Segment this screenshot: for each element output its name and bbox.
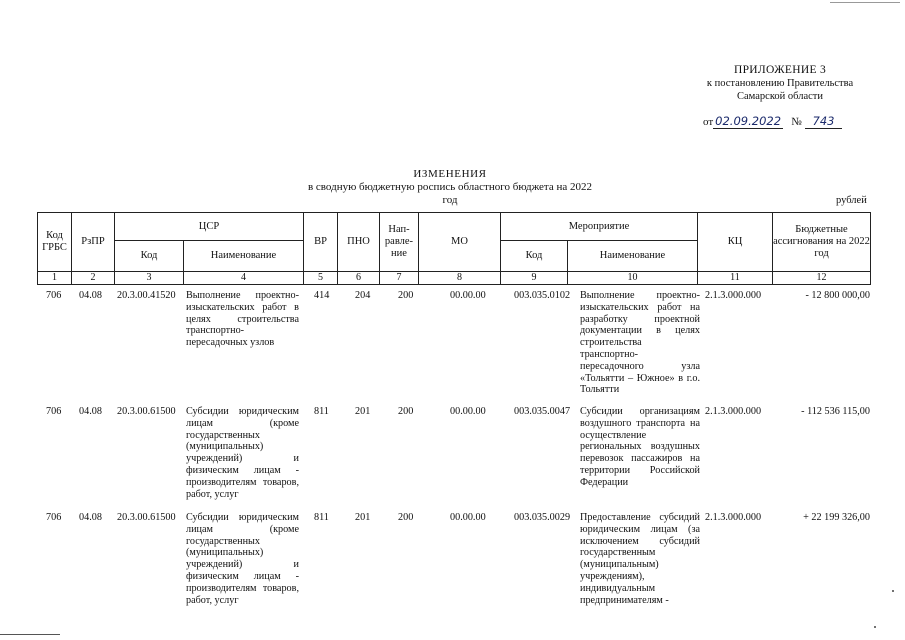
header-napravlenie: Нап-равле-ние xyxy=(380,213,419,272)
header-rzpr: РзПР xyxy=(72,213,115,272)
date-handwritten: 02.09.2022 xyxy=(715,114,782,128)
column-number: 4 xyxy=(184,272,304,285)
cell-rzpr: 04.08 xyxy=(79,512,102,523)
appendix-title: ПРИЛОЖЕНИЕ 3 xyxy=(733,64,826,76)
date-prefix: от xyxy=(703,116,714,128)
table-header xyxy=(37,212,871,285)
column-number: 3 xyxy=(115,272,184,285)
cell-merop-name: Предоставление субсидий юридическим лицам (за исключением субсидий государственным (муниципальным) учреждениям), индивидуальным предпринимателям - xyxy=(580,512,700,606)
column-number: 8 xyxy=(419,272,501,285)
header-budget: Бюджетные ассигнования на 2022 год xyxy=(773,213,871,272)
document-title-block xyxy=(300,168,600,207)
cell-pno: 201 xyxy=(355,512,371,523)
cell-pno: 204 xyxy=(355,290,371,301)
header-pno: ПНО xyxy=(338,213,380,272)
units-label: рублей xyxy=(836,195,867,206)
appendix-date-number xyxy=(703,114,842,128)
cell-sum: - 12 800 000,00 xyxy=(805,290,870,301)
column-number: 1 xyxy=(38,272,72,285)
cell-napravlenie: 200 xyxy=(398,290,414,301)
cell-csr: 20.3.00.41520 xyxy=(117,290,176,301)
cell-grbs: 706 xyxy=(46,512,62,523)
cell-merop-kod: 003.035.0047 xyxy=(514,406,571,417)
column-number: 9 xyxy=(501,272,568,285)
cell-kc: 2.1.3.000.000 xyxy=(705,406,762,417)
cell-vr: 811 xyxy=(314,406,329,417)
page-top-rule xyxy=(830,2,900,3)
cell-csr-name: Выполнение проектно-изыскательских работ в целях строительства транспортно-пересадочных узлов xyxy=(186,290,299,349)
page-bottom-rule xyxy=(0,634,60,635)
number-prefix: № xyxy=(791,116,802,128)
column-number: 10 xyxy=(568,272,698,285)
cell-rzpr: 04.08 xyxy=(79,290,102,301)
cell-csr: 20.3.00.61500 xyxy=(117,406,176,417)
column-number: 7 xyxy=(380,272,419,285)
column-number: 12 xyxy=(773,272,871,285)
header-csr: ЦСР xyxy=(115,213,304,241)
header-kc: КЦ xyxy=(698,213,773,272)
column-number: 11 xyxy=(698,272,773,285)
cell-merop-name: Субсидии организациям воздушного транспорта на осуществление региональных воздушных перевозок пассажиров на территории Российской Федерации xyxy=(580,406,700,488)
header-merop-kod: Код xyxy=(501,241,568,272)
header-kod-grbs: Код ГРБС xyxy=(38,213,72,272)
appendix-line-2: Самарской области xyxy=(737,91,823,102)
header-merop-name: Наименование xyxy=(568,241,698,272)
column-number: 2 xyxy=(72,272,115,285)
cell-pno: 201 xyxy=(355,406,371,417)
cell-mo: 00.00.00 xyxy=(450,290,486,301)
cell-mo: 00.00.00 xyxy=(450,512,486,523)
appendix-block xyxy=(700,64,860,103)
column-number: 6 xyxy=(338,272,380,285)
cell-merop-kod: 003.035.0102 xyxy=(514,290,571,301)
cell-csr-name: Субсидии юридическим лицам (кроме государственных (муниципальных) учреждений) и физическим лицам - производителям товаров, работ, услуг xyxy=(186,512,299,606)
cell-sum: - 112 536 115,00 xyxy=(801,406,870,417)
document-subtitle: в сводную бюджетную роспись областного бюджета на 2022 год xyxy=(307,181,593,206)
scan-speck xyxy=(892,590,894,592)
cell-rzpr: 04.08 xyxy=(79,406,102,417)
cell-merop-kod: 003.035.0029 xyxy=(514,512,571,523)
number-handwritten: 743 xyxy=(805,114,843,129)
cell-napravlenie: 200 xyxy=(398,406,414,417)
column-number: 5 xyxy=(304,272,338,285)
document-title: ИЗМЕНЕНИЯ xyxy=(413,168,487,180)
cell-merop-name: Выполнение проектно-изыскательских работ на разработку проектной документации в целях строительства транспортно-пересадочного узла «Тольятти – Южное» в г.о. Тольятти xyxy=(580,290,700,396)
cell-csr-name: Субсидии юридическим лицам (кроме государственных (муниципальных) учреждений) и физическим лицам - производителям товаров, работ, услуг xyxy=(186,406,299,500)
cell-kc: 2.1.3.000.000 xyxy=(705,290,762,301)
cell-sum: + 22 199 326,00 xyxy=(803,512,870,523)
header-vr: ВР xyxy=(304,213,338,272)
cell-mo: 00.00.00 xyxy=(450,406,486,417)
cell-vr: 414 xyxy=(314,290,330,301)
cell-napravlenie: 200 xyxy=(398,512,414,523)
cell-kc: 2.1.3.000.000 xyxy=(705,512,762,523)
header-csr-name: Наименование xyxy=(184,241,304,272)
header-mo: МО xyxy=(419,213,501,272)
appendix-line-1: к постановлению Правительства xyxy=(706,78,854,89)
header-csr-kod: Код xyxy=(115,241,184,272)
header-meropriyatie: Мероприятие xyxy=(501,213,698,241)
cell-vr: 811 xyxy=(314,512,329,523)
cell-grbs: 706 xyxy=(46,406,62,417)
scan-speck xyxy=(874,626,876,628)
cell-csr: 20.3.00.61500 xyxy=(117,512,176,523)
cell-grbs: 706 xyxy=(46,290,62,301)
